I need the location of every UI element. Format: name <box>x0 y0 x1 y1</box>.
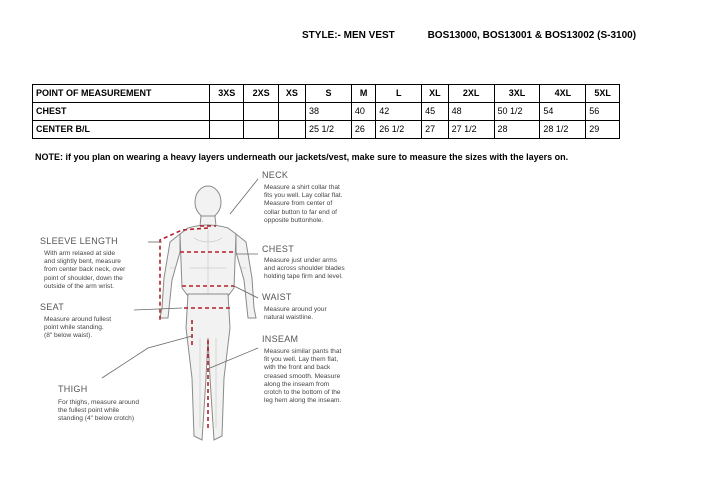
table-cell <box>244 103 278 121</box>
inseam-title: INSEAM <box>262 334 299 344</box>
table-row <box>33 121 620 139</box>
style-header <box>302 30 636 41</box>
column-header: 4XL <box>540 85 586 103</box>
inseam-description: Measure similar pants that fit you well. Lay them flat, with the front and back creased smooth. Measure along the inseam from crotch to the bottom of the leg hem along the inseam. <box>264 348 342 405</box>
table-cell: 38 <box>306 103 352 121</box>
column-header: M <box>351 85 375 103</box>
table-cell: 29 <box>586 121 620 139</box>
table-row <box>33 103 620 121</box>
column-header: XL <box>422 85 449 103</box>
thigh-description: For thighs, measure around the fullest point while standing (4" below crotch) <box>58 399 139 423</box>
table-cell <box>278 121 305 139</box>
table-cell: 45 <box>422 103 449 121</box>
table-cell <box>244 121 278 139</box>
table-cell <box>210 103 244 121</box>
column-header: POINT OF MEASUREMENT <box>33 85 210 103</box>
sleeve-length-description: With arm relaxed at side and slightly bent, measure from center back neck, over point of shoulder, down the outside of the arm wrist. <box>44 250 126 290</box>
seat-title: SEAT <box>40 302 65 312</box>
column-header: 5XL <box>586 85 620 103</box>
table-cell: 42 <box>376 103 422 121</box>
table-cell <box>210 121 244 139</box>
table-cell: 56 <box>586 103 620 121</box>
thigh-title: THIGH <box>58 384 88 394</box>
size-chart-table <box>32 84 620 139</box>
chest-title: CHEST <box>262 244 295 254</box>
table-cell: 50 1/2 <box>494 103 540 121</box>
neck-description: Measure a shirt collar that fits you well. Lay collar flat. Measure from center of collar button to far end of opposite buttonhole. <box>264 184 343 224</box>
column-header: XS <box>278 85 305 103</box>
table-cell: 27 <box>422 121 449 139</box>
table-cell: 25 1/2 <box>306 121 352 139</box>
waist-title: WAIST <box>262 292 292 302</box>
table-cell: 40 <box>351 103 375 121</box>
table-cell: 48 <box>448 103 494 121</box>
style-label: STYLE:- MEN VEST <box>302 30 395 41</box>
column-header: L <box>376 85 422 103</box>
table-cell: 26 1/2 <box>376 121 422 139</box>
column-header: 2XS <box>244 85 278 103</box>
layering-note: NOTE: if you plan on wearing a heavy layers underneath our jackets/vest, make sure to measure the sizes with the layers on. <box>35 152 569 162</box>
seat-description: Measure around fullest point while standing. (8" below waist). <box>44 316 112 340</box>
table-cell: 26 <box>351 121 375 139</box>
row-label: CENTER B/L <box>33 121 210 139</box>
waist-description: Measure around your natural waistline. <box>264 306 327 322</box>
table-header-row <box>33 85 620 103</box>
table-cell: 28 1/2 <box>540 121 586 139</box>
column-header: 3XL <box>494 85 540 103</box>
table-cell: 28 <box>494 121 540 139</box>
table-cell: 27 1/2 <box>448 121 494 139</box>
table-cell <box>278 103 305 121</box>
column-header: S <box>306 85 352 103</box>
style-codes: BOS13000, BOS13001 & BOS13002 (S-3100) <box>427 30 637 41</box>
measurement-guide <box>30 168 410 468</box>
neck-title: NECK <box>262 170 289 180</box>
body-figure-icon <box>160 186 256 440</box>
row-label: CHEST <box>33 103 210 121</box>
sleeve-length-title: SLEEVE LENGTH <box>40 236 118 246</box>
table-cell: 54 <box>540 103 586 121</box>
column-header: 3XS <box>210 85 244 103</box>
chest-description: Measure just under arms and across shoulder blades holding tape firm and level. <box>264 257 345 281</box>
column-header: 2XL <box>448 85 494 103</box>
